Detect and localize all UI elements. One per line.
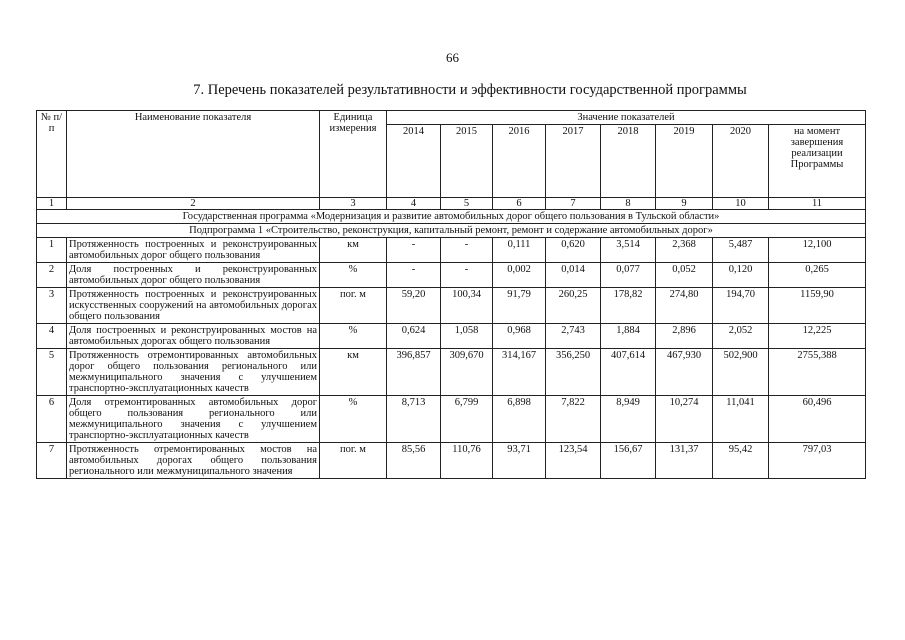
- indicator-name: Протяженность отремонтированных мостов на автомобильных дорогах общего пользования регионального или межмуниципального значения: [67, 443, 320, 479]
- indicator-value: 85,56: [387, 443, 441, 479]
- indicator-unit: %: [320, 263, 387, 288]
- indicator-value: 356,250: [546, 349, 601, 396]
- indicator-value: 7,822: [546, 396, 601, 443]
- indicator-final-value: 12,100: [769, 238, 866, 263]
- indicator-value: 156,67: [601, 443, 656, 479]
- table-row: [37, 349, 866, 396]
- subprogram-title: Подпрограмма 1 «Строительство, реконструкция, капитальный ремонт, ремонт и содержание автомобильных дорог»: [37, 224, 866, 238]
- header-year: 2014: [387, 125, 441, 198]
- row-number: 1: [37, 238, 67, 263]
- row-number: 6: [37, 396, 67, 443]
- column-number: 9: [656, 198, 713, 210]
- indicator-value: 123,54: [546, 443, 601, 479]
- header-values: Значение показателей: [387, 111, 866, 125]
- column-number: 11: [769, 198, 866, 210]
- indicator-value: -: [387, 238, 441, 263]
- header-year: 2016: [493, 125, 546, 198]
- header-num: № п/п: [37, 111, 67, 198]
- table-row: [37, 443, 866, 479]
- indicator-value: 2,368: [656, 238, 713, 263]
- indicator-value: 178,82: [601, 288, 656, 324]
- indicator-value: 274,80: [656, 288, 713, 324]
- program-title: Государственная программа «Модернизация и развитие автомобильных дорог общего пользования в Тульской области»: [37, 210, 866, 224]
- indicator-value: 0,111: [493, 238, 546, 263]
- indicator-value: -: [387, 263, 441, 288]
- column-numbers-row: [37, 198, 866, 210]
- indicator-value: 1,884: [601, 324, 656, 349]
- column-number: 10: [713, 198, 769, 210]
- indicator-unit: пог. м: [320, 288, 387, 324]
- indicator-value: 260,25: [546, 288, 601, 324]
- indicator-value: 0,002: [493, 263, 546, 288]
- indicator-value: 11,041: [713, 396, 769, 443]
- indicator-name: Доля отремонтированных автомобильных дорог общего пользования регионального или межмуниципального значения с улучшением транспортно-эксплуатационных качеств: [67, 396, 320, 443]
- indicator-unit: км: [320, 349, 387, 396]
- indicator-value: 8,713: [387, 396, 441, 443]
- indicator-value: 5,487: [713, 238, 769, 263]
- header-year: 2018: [601, 125, 656, 198]
- indicator-unit: %: [320, 324, 387, 349]
- indicator-unit: км: [320, 238, 387, 263]
- indicator-value: 0,968: [493, 324, 546, 349]
- page-number: 66: [446, 50, 459, 65]
- indicator-final-value: 12,225: [769, 324, 866, 349]
- indicator-value: 59,20: [387, 288, 441, 324]
- indicator-value: 194,70: [713, 288, 769, 324]
- row-number: 7: [37, 443, 67, 479]
- indicator-value: 0,620: [546, 238, 601, 263]
- row-number: 3: [37, 288, 67, 324]
- indicator-value: 467,930: [656, 349, 713, 396]
- header-year: 2019: [656, 125, 713, 198]
- indicator-value: 396,857: [387, 349, 441, 396]
- header-final: на момент завершения реализации Программы: [769, 125, 866, 198]
- indicator-value: 407,614: [601, 349, 656, 396]
- indicator-value: 3,514: [601, 238, 656, 263]
- table-row: [37, 324, 866, 349]
- table-row: [37, 238, 866, 263]
- table-row: [37, 288, 866, 324]
- indicator-value: 314,167: [493, 349, 546, 396]
- header-row-1: [37, 111, 866, 125]
- indicator-name: Протяженность построенных и реконструированных автомобильных дорог общего пользования: [67, 238, 320, 263]
- indicator-value: 0,052: [656, 263, 713, 288]
- indicator-value: 0,624: [387, 324, 441, 349]
- indicator-final-value: 797,03: [769, 443, 866, 479]
- header-year: 2015: [441, 125, 493, 198]
- indicator-value: 93,71: [493, 443, 546, 479]
- column-number: 1: [37, 198, 67, 210]
- indicator-value: 2,743: [546, 324, 601, 349]
- column-number: 6: [493, 198, 546, 210]
- indicator-value: 0,014: [546, 263, 601, 288]
- column-number: 3: [320, 198, 387, 210]
- indicator-value: -: [441, 238, 493, 263]
- indicator-value: 0,120: [713, 263, 769, 288]
- header-year: 2017: [546, 125, 601, 198]
- indicator-value: 502,900: [713, 349, 769, 396]
- indicators-table: [36, 110, 866, 479]
- indicator-name: Доля построенных и реконструированных мостов на автомобильных дорогах общего пользования: [67, 324, 320, 349]
- indicator-value: 110,76: [441, 443, 493, 479]
- column-number: 5: [441, 198, 493, 210]
- indicator-value: 6,799: [441, 396, 493, 443]
- indicator-value: 131,37: [656, 443, 713, 479]
- indicator-name: Протяженность отремонтированных автомобильных дорог общего пользования регионального или межмуниципального значения с улучшением транспортно-эксплуатационных качеств: [67, 349, 320, 396]
- indicator-value: 100,34: [441, 288, 493, 324]
- indicator-value: 2,896: [656, 324, 713, 349]
- indicator-final-value: 2755,388: [769, 349, 866, 396]
- column-number: 2: [67, 198, 320, 210]
- indicator-value: 0,077: [601, 263, 656, 288]
- header-name: Наименование показателя: [67, 111, 320, 198]
- indicator-final-value: 1159,90: [769, 288, 866, 324]
- row-number: 2: [37, 263, 67, 288]
- indicator-final-value: 0,265: [769, 263, 866, 288]
- indicator-value: 2,052: [713, 324, 769, 349]
- indicator-unit: %: [320, 396, 387, 443]
- header-unit: Единица измерения: [320, 111, 387, 198]
- column-number: 7: [546, 198, 601, 210]
- indicator-value: -: [441, 263, 493, 288]
- indicator-unit: пог. м: [320, 443, 387, 479]
- header-year: 2020: [713, 125, 769, 198]
- indicator-value: 95,42: [713, 443, 769, 479]
- subprogram-row: [37, 224, 866, 238]
- column-number: 4: [387, 198, 441, 210]
- table-row: [37, 263, 866, 288]
- indicator-name: Доля построенных и реконструированных автомобильных дорог общего пользования: [67, 263, 320, 288]
- indicator-value: 1,058: [441, 324, 493, 349]
- indicator-value: 8,949: [601, 396, 656, 443]
- document-title: 7. Перечень показателей результативности и эффективности государственной программы: [193, 82, 747, 98]
- indicator-value: 309,670: [441, 349, 493, 396]
- table-row: [37, 396, 866, 443]
- indicator-name: Протяженность построенных и реконструированных искусственных сооружений на автомобильных дорогах общего пользования: [67, 288, 320, 324]
- row-number: 4: [37, 324, 67, 349]
- indicator-value: 10,274: [656, 396, 713, 443]
- indicator-value: 91,79: [493, 288, 546, 324]
- row-number: 5: [37, 349, 67, 396]
- indicator-value: 6,898: [493, 396, 546, 443]
- indicator-final-value: 60,496: [769, 396, 866, 443]
- column-number: 8: [601, 198, 656, 210]
- program-row: [37, 210, 866, 224]
